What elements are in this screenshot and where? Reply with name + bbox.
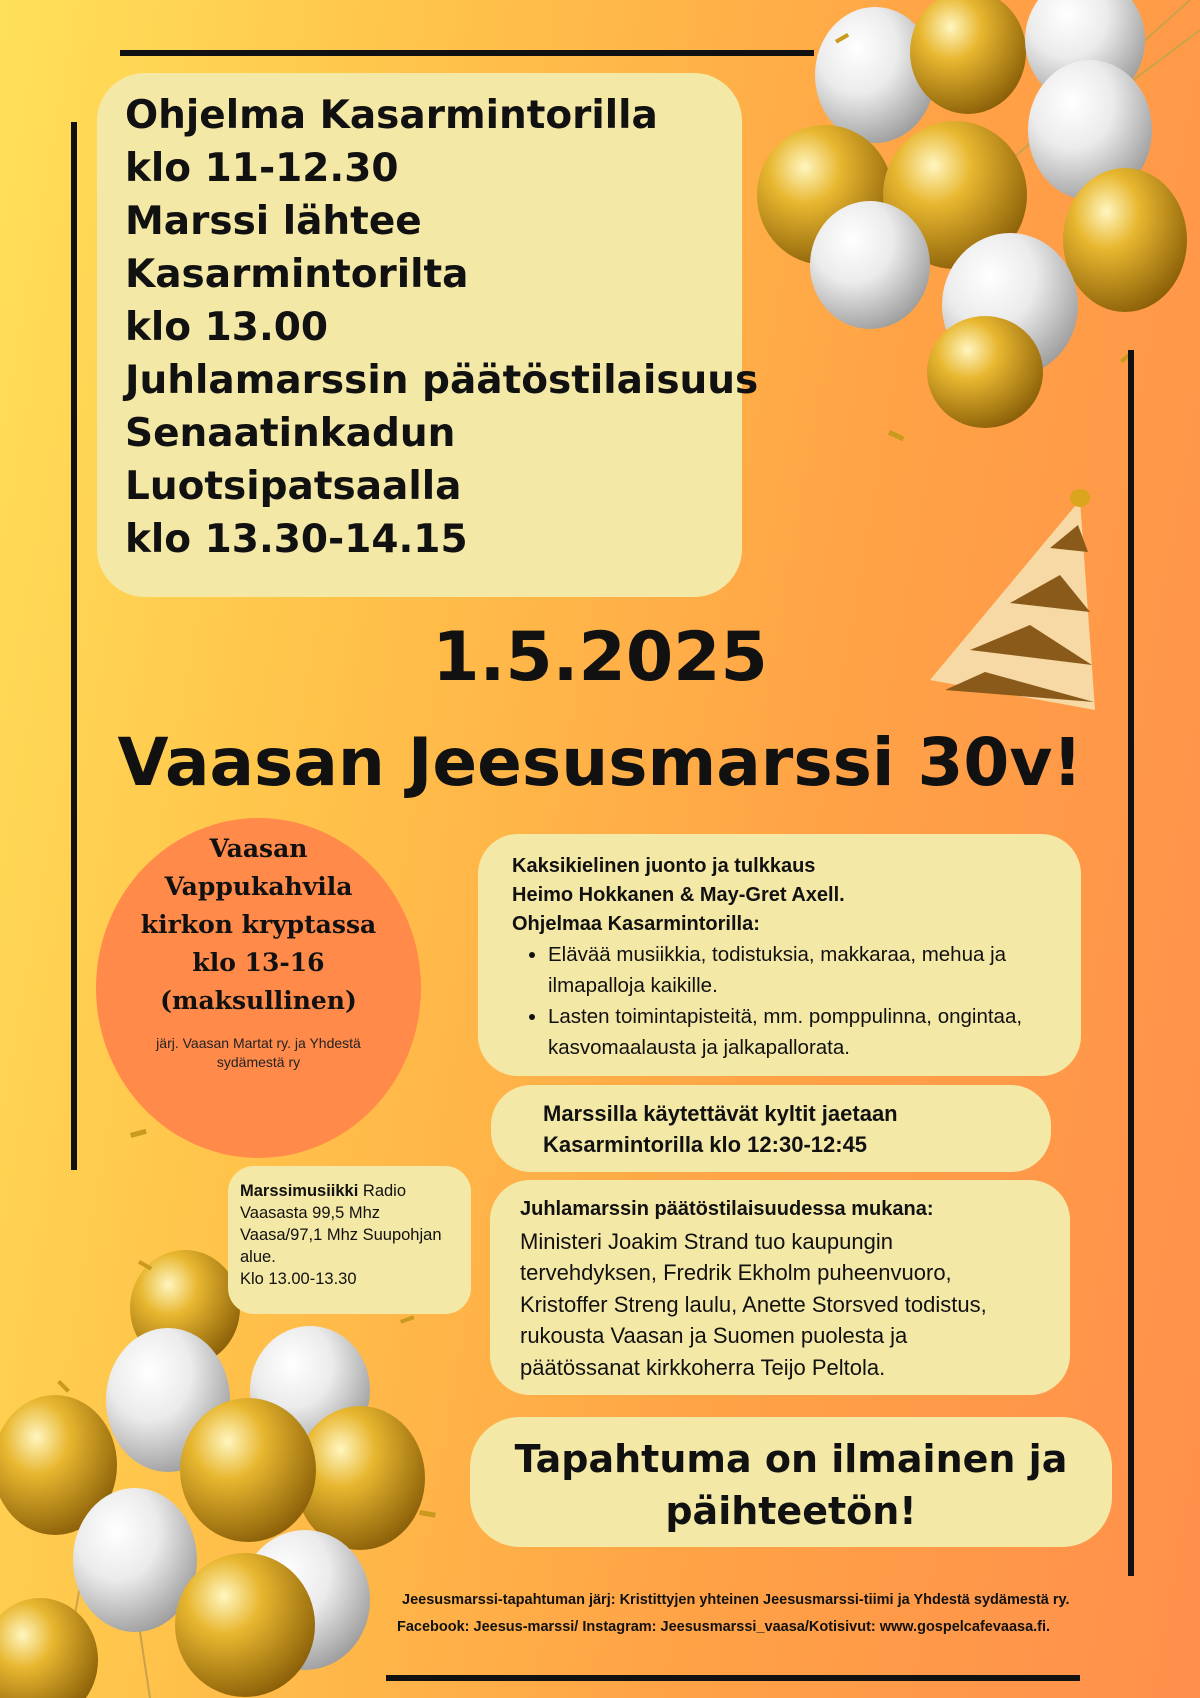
radio-line: alue.	[240, 1248, 276, 1266]
details-heading-line: Ohjelmaa Kasarmintorilla:	[512, 913, 760, 935]
program-line: Ohjelma Kasarmintorilla	[125, 93, 658, 138]
cafe-text	[96, 830, 421, 1020]
free-event-line: Tapahtuma on ilmainen ja	[514, 1437, 1068, 1481]
program-line: klo 13.30-14.15	[125, 517, 468, 562]
free-event-line: päihteetön!	[665, 1489, 917, 1533]
program-line: klo 11-12.30	[125, 146, 399, 191]
details-list-item: • Elävää musiikkia, todistuksia, makkaraa, mehua ja ilmapalloja kaikille.	[548, 939, 1071, 1001]
balloon-icon	[175, 1553, 315, 1697]
closing-event-line: Ministeri Joakim Strand tuo kaupungin	[520, 1228, 893, 1254]
radio-line: Vaasasta 99,5 Mhz	[240, 1204, 381, 1222]
closing-event-line: tervehdyksen, Fredrik Ekholm puheenvuoro,	[520, 1260, 952, 1285]
program-details-panel	[478, 834, 1081, 1076]
balloon-icon	[180, 1398, 316, 1542]
cafe-line: Vappukahvila	[164, 872, 353, 901]
cafe-line: (maksullinen)	[160, 986, 357, 1015]
footer-links: Facebook: Jeesus-marssi/ Instagram: Jeesusmarssi_vaasa/Kotisivut: www.gospelcafevaasa.fi.	[397, 1619, 1051, 1635]
closing-event-panel	[490, 1180, 1070, 1395]
frame-line-bottom	[386, 1675, 1080, 1681]
footer	[397, 1587, 1070, 1641]
signs-line: Kasarmintorilla klo 12:30-12:45	[543, 1132, 868, 1157]
closing-event-line: Kristoffer Streng laulu, Anette Storsved todistus,	[520, 1291, 987, 1317]
cafe-line: klo 13-16	[192, 948, 325, 977]
program-panel	[97, 73, 759, 597]
event-date: 1.5.2025	[432, 618, 768, 697]
radio-label-rest: Radio	[358, 1182, 407, 1200]
program-line: Kasarmintorilta	[125, 252, 469, 297]
program-line: Luotsipatsaalla	[125, 464, 462, 509]
balloon-cluster-bottom-left	[0, 1250, 425, 1698]
radio-panel	[228, 1166, 471, 1314]
program-line: klo 13.00	[125, 305, 329, 350]
balloon-icon	[0, 1598, 98, 1698]
details-heading-line: Heimo Hokkanen & May-Gret Axell.	[512, 884, 845, 906]
free-event-panel	[470, 1417, 1112, 1547]
balloon-icon	[927, 316, 1043, 428]
details-list	[512, 939, 1071, 1063]
frame-line-right	[1128, 350, 1134, 1576]
cafe-organizer: järj. Vaasan Martat ry. ja Yhdestä sydämestä ry	[156, 1035, 361, 1070]
radio-line: Klo 13.00-13.30	[240, 1270, 357, 1288]
closing-event-line: päätössanat kirkkoherra Teijo Peltola.	[520, 1354, 886, 1380]
signs-panel	[491, 1085, 1051, 1172]
cafe-line: Vaasan	[209, 834, 308, 863]
balloon-icon	[1063, 168, 1187, 312]
balloon-icon	[810, 201, 930, 329]
frame-line-top	[120, 50, 814, 56]
program-line: Marssi lähtee	[125, 199, 422, 244]
signs-line: Marssilla käytettävät kyltit jaetaan	[543, 1101, 898, 1126]
radio-label: Marssimusiikki	[240, 1182, 359, 1200]
footer-organizer: Jeesusmarssi-tapahtuman järj: Kristittyjen yhteinen Jeesusmarssi-tiimi ja Yhdestä sydämestä ry.	[402, 1592, 1070, 1608]
program-line: Senaatinkadun	[125, 411, 456, 456]
radio-line: Vaasa/97,1 Mhz Suupohjan	[240, 1226, 442, 1244]
cafe-line: kirkon kryptassa	[140, 910, 377, 939]
event-title: Vaasan Jeesusmarssi 30v!	[117, 724, 1083, 801]
program-line: Juhlamarssin päätöstilaisuus	[125, 358, 759, 403]
closing-event-heading: Juhlamarssin päätöstilaisuudessa mukana:	[520, 1198, 934, 1220]
details-heading-line: Kaksikielinen juonto ja tulkkaus	[512, 855, 816, 877]
cafe-circle	[96, 818, 421, 1158]
closing-event-line: rukousta Vaasan ja Suomen puolesta ja	[520, 1323, 908, 1348]
details-list-item: • Lasten toimintapisteitä, mm. pomppulinna, ongintaa, kasvomaalausta ja jalkapallorata.	[548, 1001, 1071, 1063]
